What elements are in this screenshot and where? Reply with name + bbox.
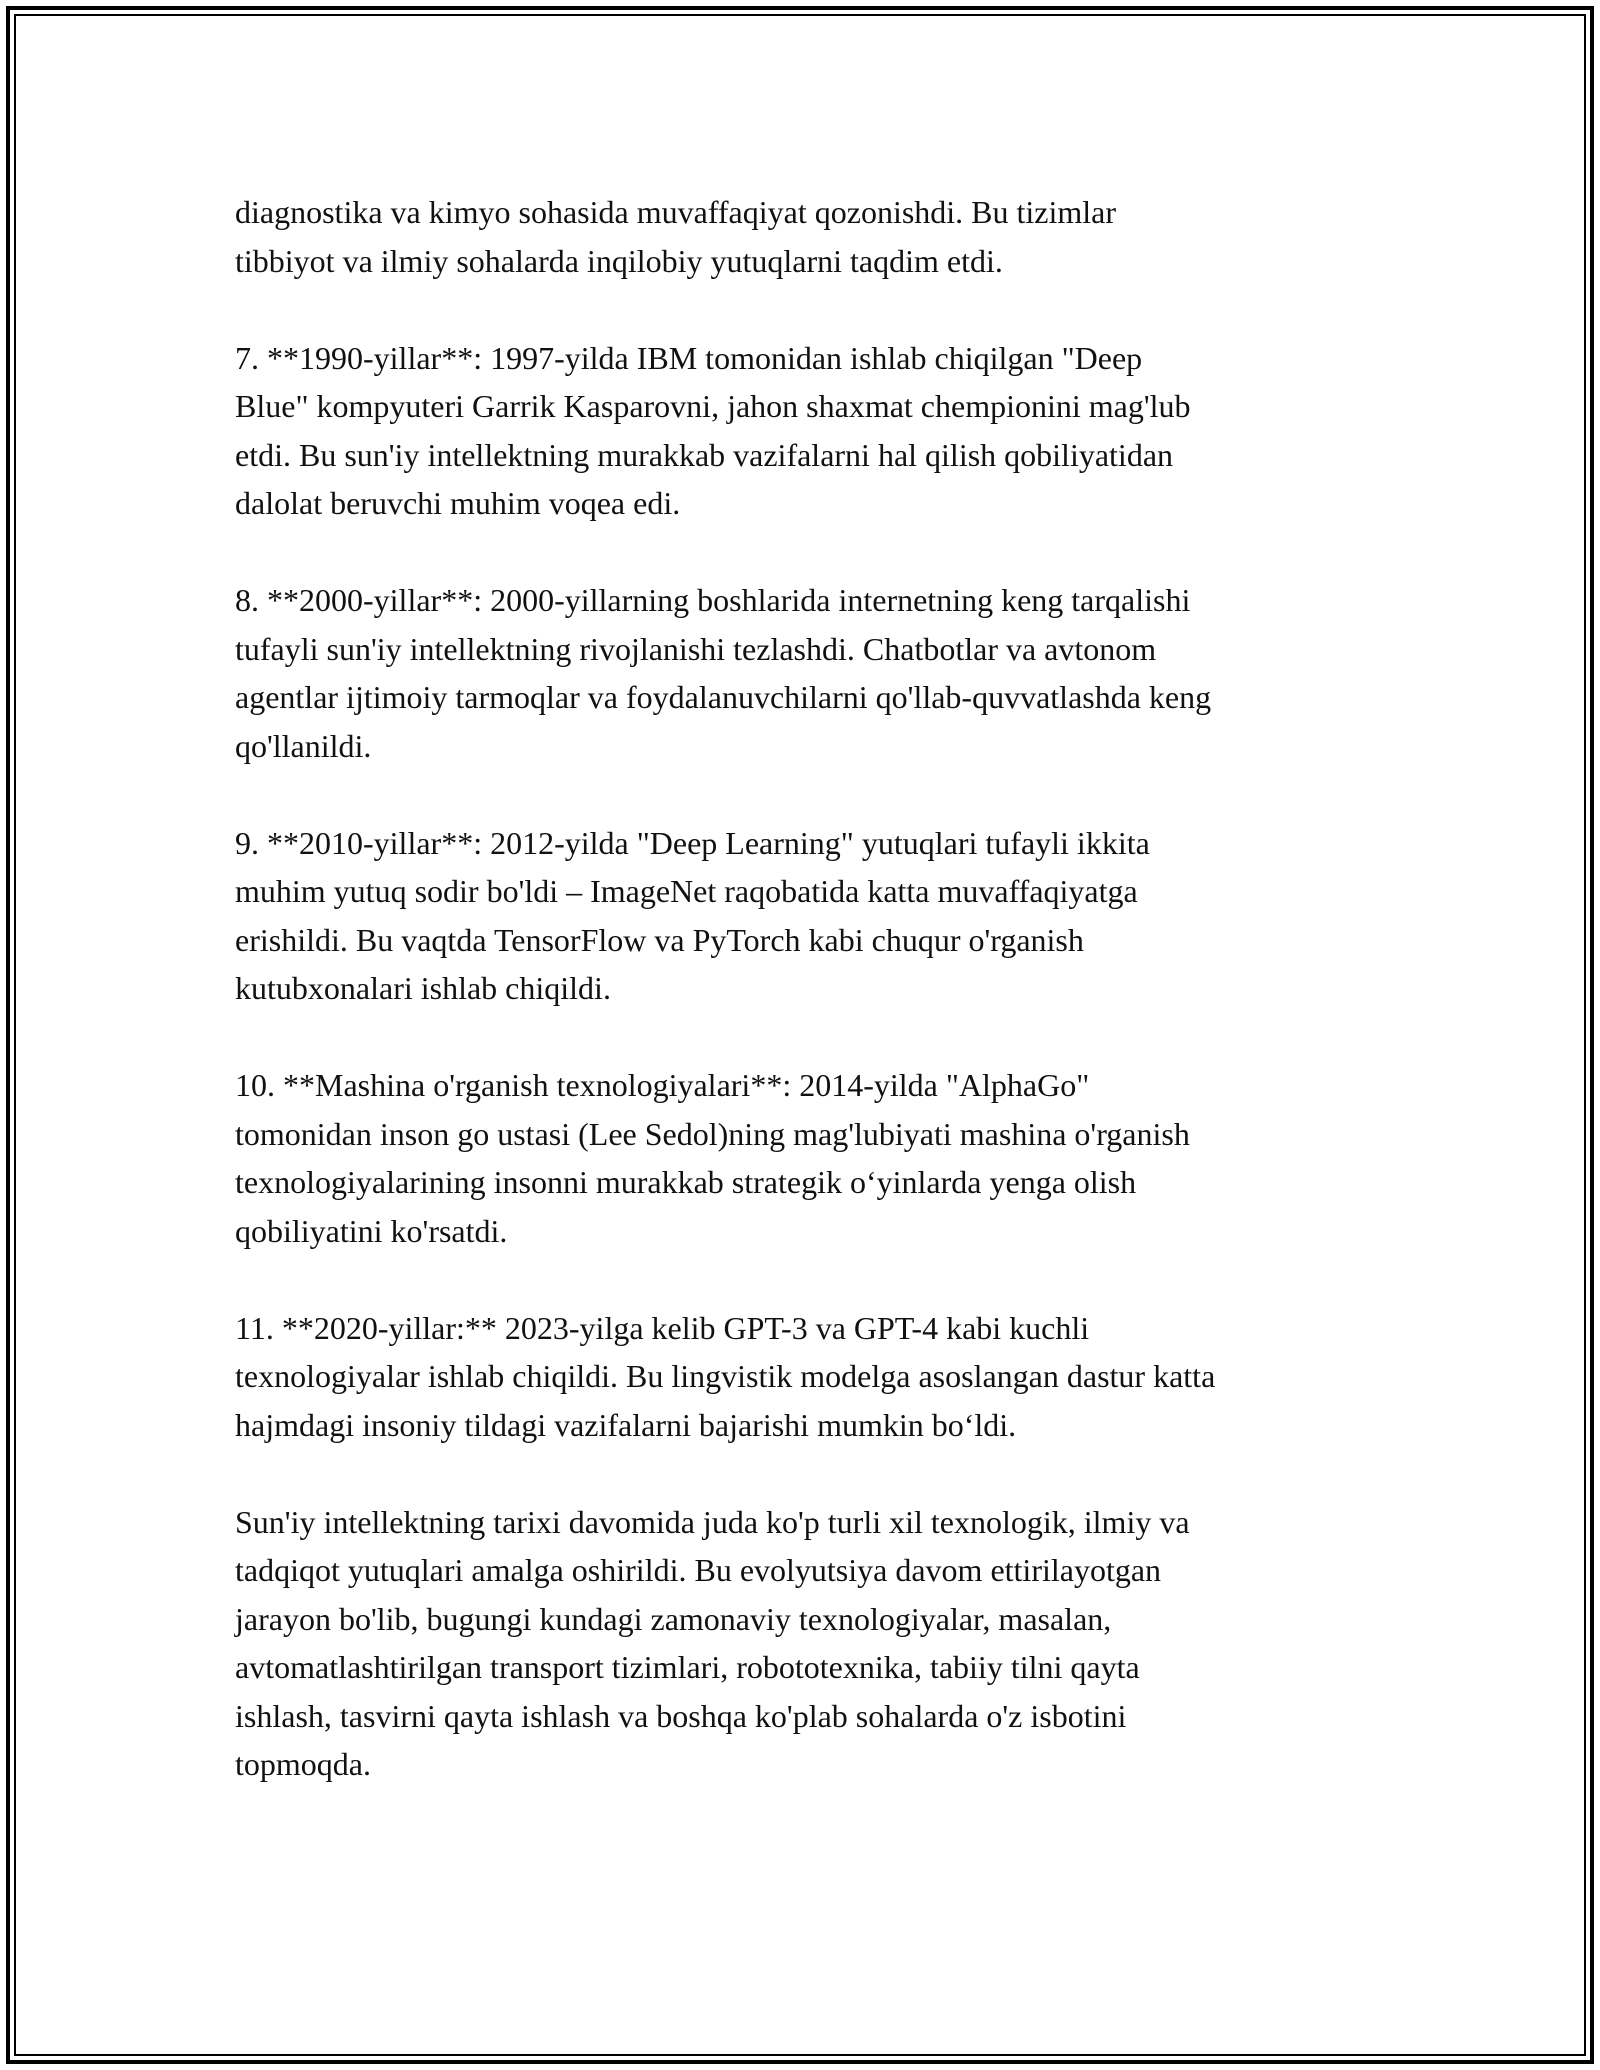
paragraph-item-11-2020s: 11. **2020-yillar:** 2023-yilga kelib GPT-3 va GPT-4 kabi kuchli texnologiyalar ishlab chiqildi. Bu lingvistik modelga asoslangan dastur katta hajmdagi insoniy tildagi vazifalarni bajarishi mumkin bo‘ldi. [235,1309,1216,1443]
paragraph-item-10-machine-learning: 10. **Mashina o'rganish texnologiyalari**: 2014-yilda "AlphaGo" tomonidan inson go ustasi (Lee Sedol)ning mag'lubiyati mashina o'rganish texnologiyalarining insonni murakkab strategik o‘yinlarda yenga olish qobiliyatini ko'rsatdi. [235,1067,1190,1249]
paragraph-conclusion: Sun'iy intellektning tarixi davomida juda ko'p turli xil texnologik, ilmiy va tadqiqot yutuqlari amalga oshirildi. Bu evolyutsiya davom ettirilayotgan jarayon bo'lib, bugungi kundagi zamonaviy texnologiyalar, masalan, avtomatlashtirilgan transport tizimlari, robototexnika, tabiiy tilni qayta ishlash, tasvirni qayta ishlash va boshqa ko'plab sohalarda o'z isbotini topmoqda. [235,1503,1190,1782]
paragraph-intro-continuation: diagnostika va kimyo sohasida muvaffaqiyat qozonishdi. Bu tizimlar tibbiyot va ilmiy sohalarda inqilobiy yutuqlarni taqdim etdi. [235,194,1117,279]
paragraph-item-8-2000s: 8. **2000-yillar**: 2000-yillarning boshlarida internetning keng tarqalishi tufayli sun'iy intellektning rivojlanishi tezlashdi. Chatbotlar va avtonom agentlar ijtimoiy tarmoqlar va foydalanuvchilarni qo'llab-quvvatlashda keng qo'llanildi. [235,582,1212,764]
paragraph-item-7-1990s: 7. **1990-yillar**: 1997-yilda IBM tomonidan ishlab chiqilgan "Deep Blue" kompyuteri Garrik Kasparovni, jahon shaxmat chempionini mag'lub etdi. Bu sun'iy intellektning murakkab vazifalarni hal qilish qobiliyatidan dalolat beruvchi muhim voqea edi. [235,339,1191,521]
document-body [235,188,1375,1837]
paragraph-item-9-2010s: 9. **2010-yillar**: 2012-yilda "Deep Learning" yutuqlari tufayli ikkita muhim yutuq sodir bo'ldi – ImageNet raqobatida katta muvaffaqiyatga erishildi. Bu vaqtda TensorFlow va PyTorch kabi chuqur o'rganish kutubxonalari ishlab chiqildi. [235,824,1150,1006]
